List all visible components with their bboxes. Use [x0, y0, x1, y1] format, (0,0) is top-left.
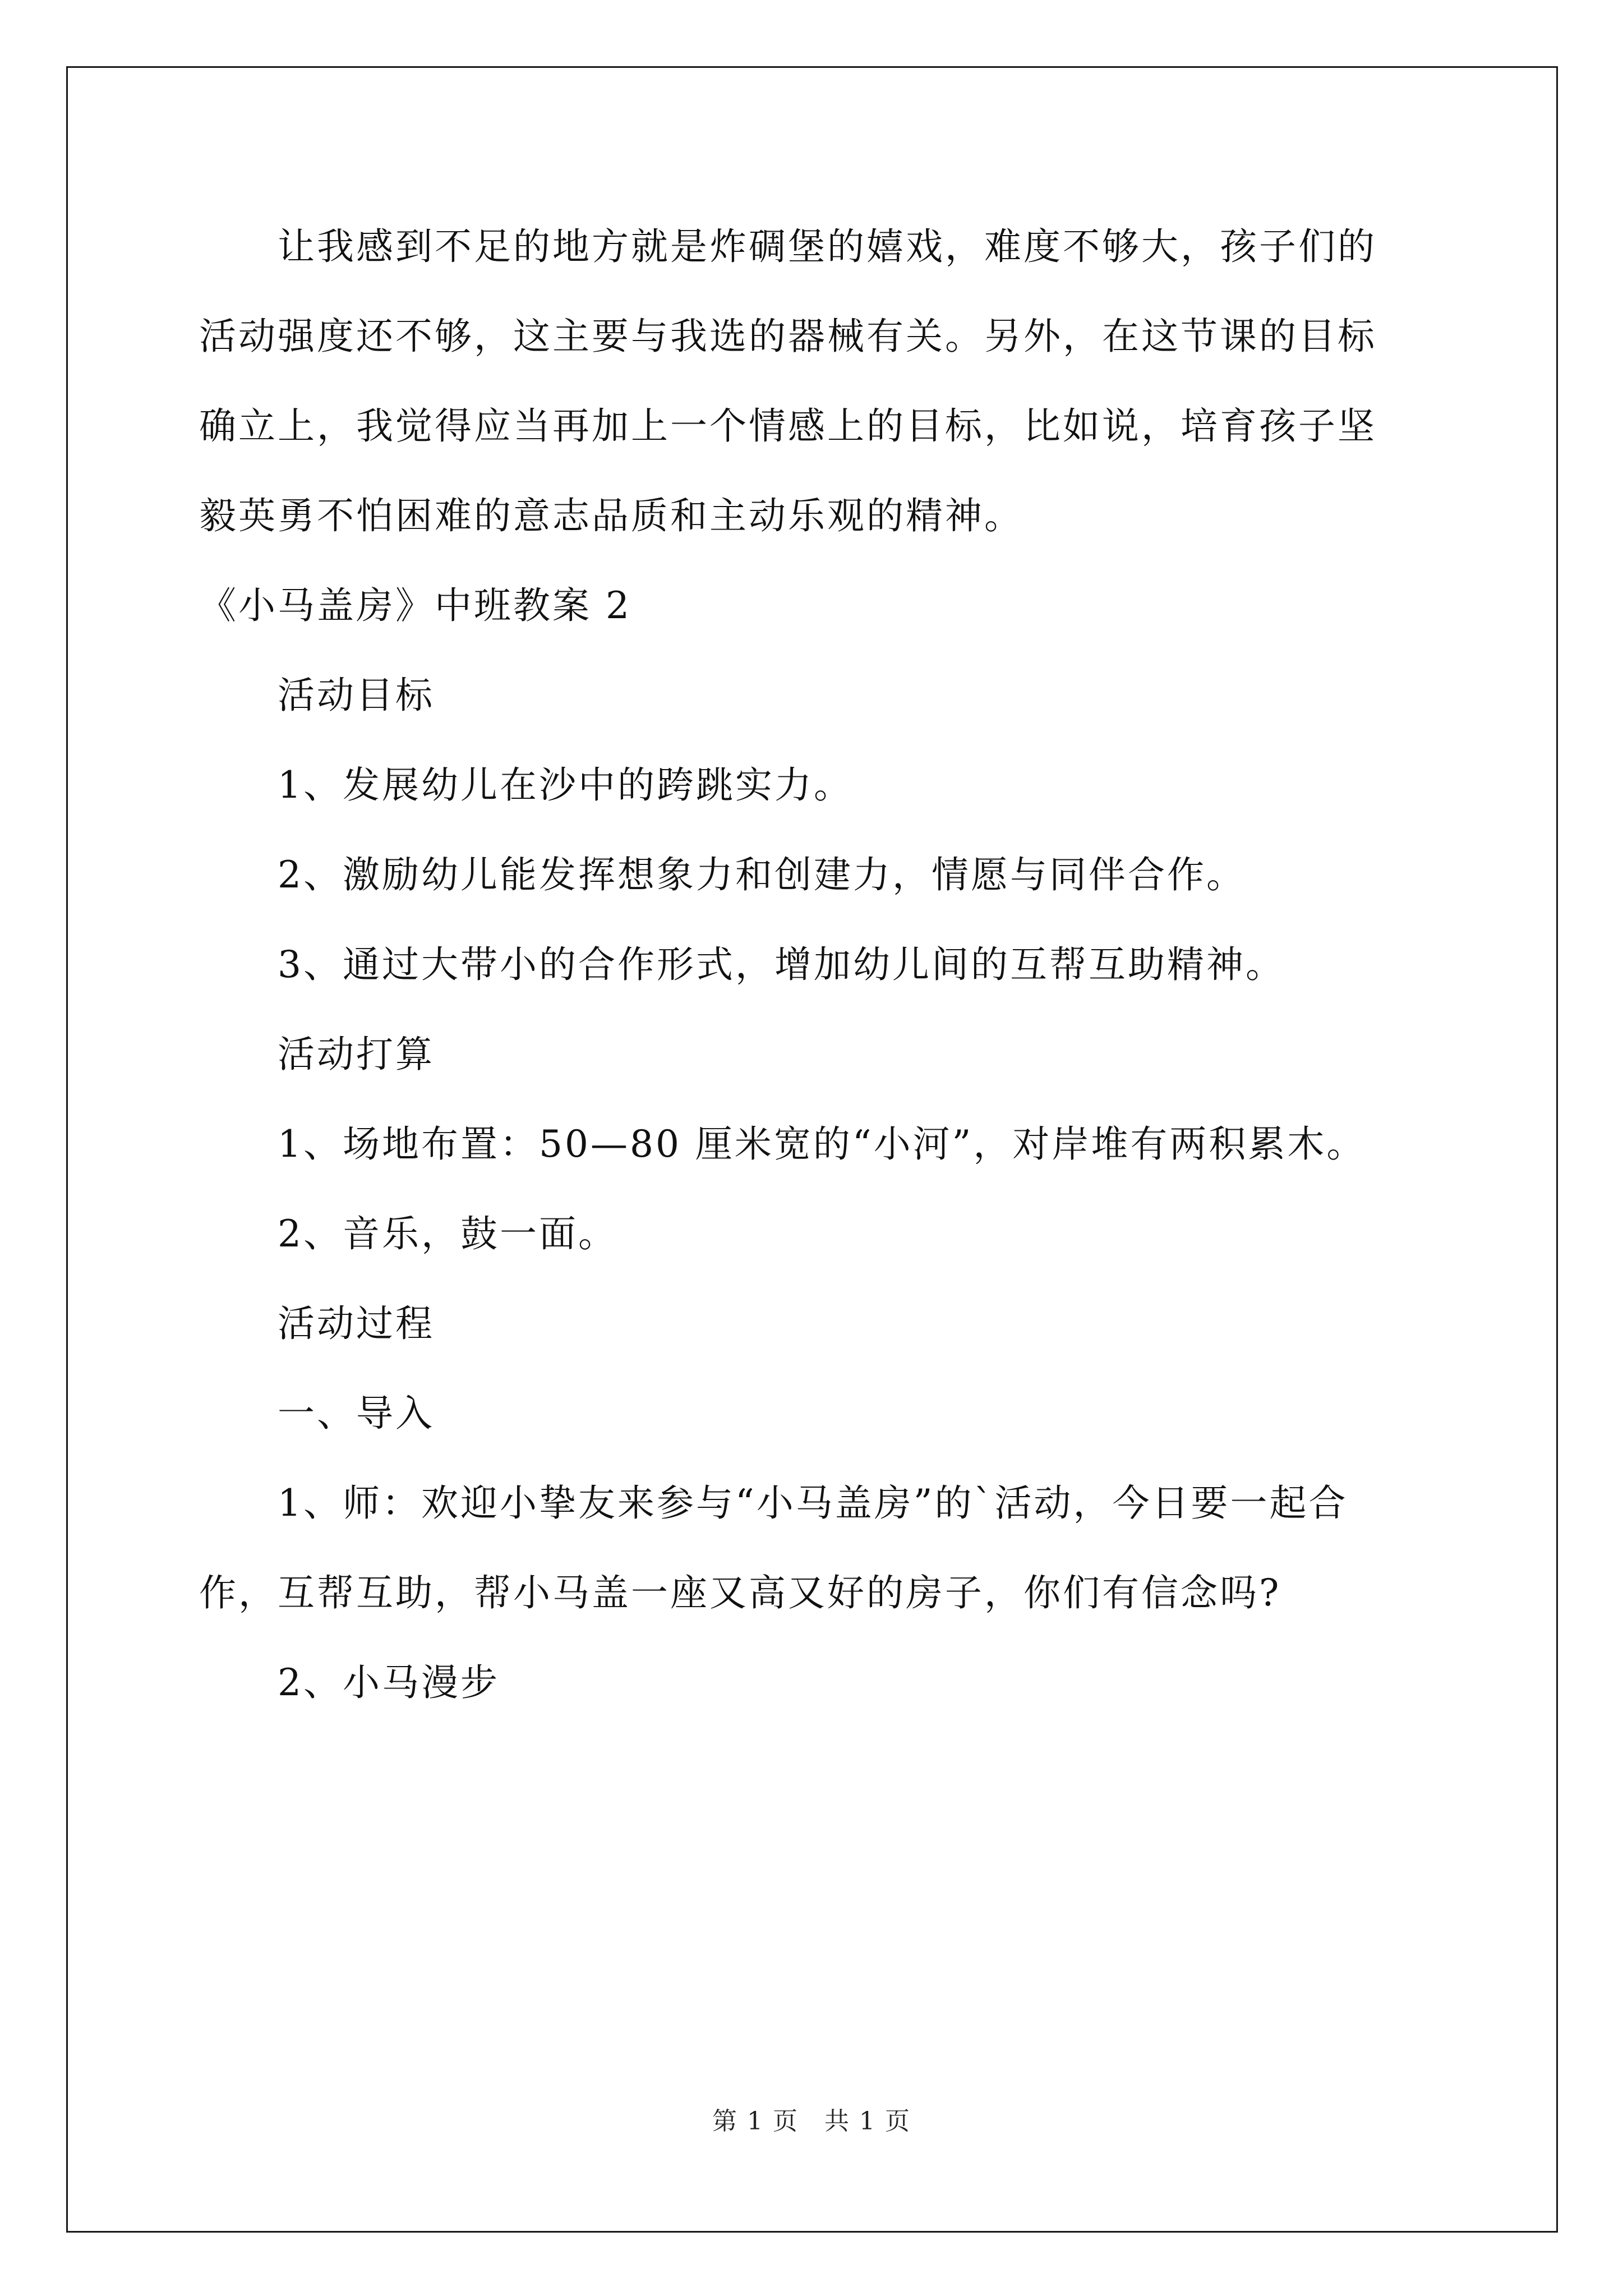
paragraph-line: 1、师：欢迎小挚友来参与“小马盖房”的`活动，今日要一起合 — [278, 1481, 1348, 1525]
paragraph-line: 活动强度还不够，这主要与我选的器械有关。另外，在这节课的目标 — [199, 315, 1377, 358]
goal-item: 1、发展幼儿在沙中的跨跳实力。 — [278, 763, 853, 807]
section-title: 《小马盖房》中班教案 2 — [199, 584, 631, 627]
prep-item: 2、音乐，鼓一面。 — [278, 1212, 617, 1255]
prep-item: 1、场地布置：50—80 厘米宽的“小河”，对岸堆有两积累木。 — [278, 1122, 1366, 1166]
heading-activity-process: 活动过程 — [278, 1302, 435, 1345]
goal-item: 2、激励幼儿能发挥想象力和创建力，情愿与同伴合作。 — [278, 853, 1246, 896]
heading-activity-prep: 活动打算 — [278, 1033, 435, 1076]
paragraph-reflection — [199, 202, 1433, 561]
process-paragraph — [199, 1458, 1433, 1638]
process-step: 2、小马漫步 — [278, 1661, 500, 1704]
process-step: 一、导入 — [278, 1392, 435, 1435]
heading-activity-goals: 活动目标 — [278, 674, 435, 717]
paragraph-line: 确立上，我觉得应当再加上一个情感上的目标，比如说，培育孩子坚 — [199, 404, 1377, 448]
paragraph-line: 作，互帮互助，帮小马盖一座又高又好的房子，你们有信念吗? — [199, 1571, 1281, 1614]
document-body — [199, 202, 1433, 1728]
paragraph-line: 毅英勇不怕困难的意志品质和主动乐观的精神。 — [199, 494, 1023, 537]
goal-item: 3、通过大带小的合作形式，增加幼儿间的互帮互助精神。 — [278, 943, 1285, 986]
page-footer: 第 1 页 共 1 页 — [712, 2107, 911, 2136]
paragraph-line: 让我感到不足的地方就是炸碉堡的嬉戏，难度不够大，孩子们的 — [278, 225, 1377, 268]
